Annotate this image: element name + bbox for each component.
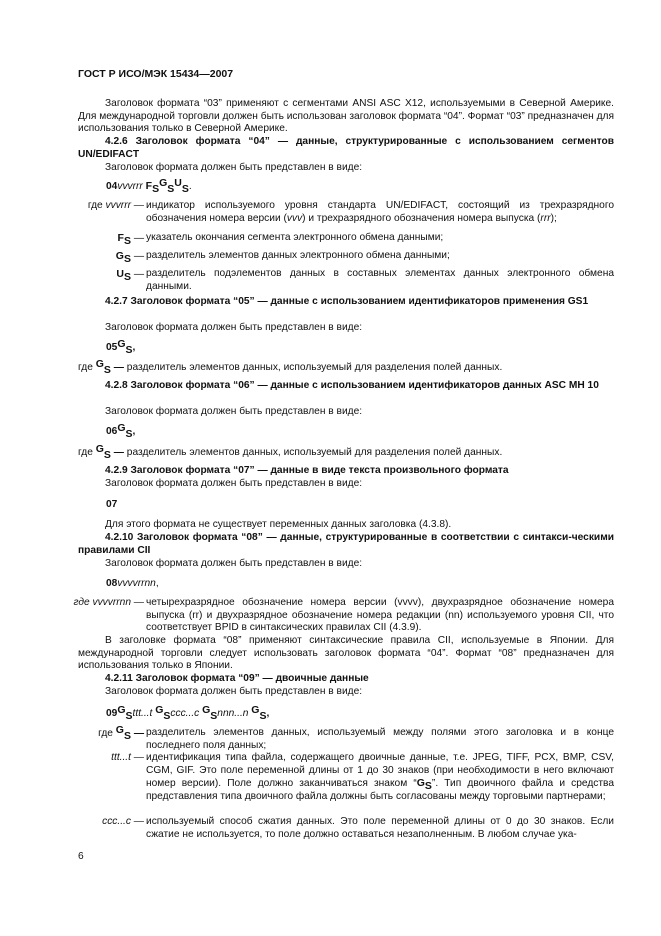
paragraph-format-03: Заголовок формата “03” применяют с сегментами ANSI ASC X12, используемыми в Северной Америке. Для международной торговли должен быть использован заголовок формата “04”. Формат “03” предназначен для использования только в Северной Америке. bbox=[78, 98, 614, 135]
note-4-2-10: В заголовке формата “08” применяют синтаксические правила CII, используемые в Японии. Для международной торговли следует использовать заголовок формата “04”. Формат “08” предназначен для использования только в Японии. bbox=[78, 635, 614, 672]
heading-4-2-6: 4.2.6 Заголовок формата “04” — данные, структурированные с использованием сегментов UN/EDIFACT bbox=[78, 136, 614, 160]
intro-4-2-8: Заголовок формата должен быть представлен в виде: bbox=[105, 406, 363, 417]
def-label-vvvrrr: где vvvrrr — bbox=[87, 200, 144, 211]
def-label-gs-09: где GS — bbox=[98, 724, 144, 742]
def-label-ccc: ccc...c — bbox=[102, 816, 144, 827]
def-gs: разделитель элементов данных электронного обмена данными; bbox=[146, 250, 450, 261]
note-4-2-9: Для этого формата не существует переменных данных заголовка (4.3.8). bbox=[105, 519, 452, 530]
intro-4-2-10: Заголовок формата должен быть представлен в виде: bbox=[105, 558, 363, 569]
def-ccc: используемый способ сжатия данных. Это поле переменной длины от 0 до 30 знаков. Если сжатие не используется, то поле должно оставаться незаполненным. В любом случае ука- bbox=[146, 816, 614, 840]
intro-4-2-6: Заголовок формата должен быть представлен в виде: bbox=[105, 162, 363, 173]
def-label-us: US — bbox=[116, 268, 144, 283]
intro-4-2-11: Заголовок формата должен быть представлен в виде: bbox=[105, 686, 363, 697]
def-ttt: идентификация типа файла, содержащего двоичные данные, т.е. JPEG, TIFF, PCX, BMP, CSV, CGM, GIF. Это поле переменной длины от 1 до 30 знаков (при необходимости в него включают номер версии). Поле должно заканчиваться знаком “GS”. Тип двоичного файла и средства представления типа двоичного файла должны быть согласованы между торговыми партнерами; bbox=[146, 752, 614, 802]
def-fs: указатель окончания сегмента электронного обмена данными; bbox=[146, 232, 444, 243]
def-vvvrrr: индикатор используемого уровня стандарта UN/EDIFACT, состоящий из трехразрядного обозначения номера версии (vvv) и трехразрядного обозначения номера выпуска (rrr); bbox=[146, 200, 614, 224]
heading-4-2-9: 4.2.9 Заголовок формата “07” — данные в виде текста произвольного формата bbox=[105, 465, 509, 476]
formula-09: 09GSttt...t GSccc...c GSnnn...n GS, bbox=[106, 704, 270, 722]
heading-4-2-11: 4.2.11 Заголовок формата “09” — двоичные данные bbox=[105, 673, 369, 684]
heading-4-2-7: 4.2.7 Заголовок формата “05” — данные с использованием идентификаторов применения GS1 bbox=[105, 296, 589, 307]
page-header: ГОСТ Р ИСО/МЭК 15434—2007 bbox=[78, 68, 234, 80]
formula-07: 07 bbox=[106, 499, 118, 510]
where-4-2-8: где GS — разделитель элементов данных, используемый для разделения полей данных. bbox=[78, 443, 503, 461]
intro-4-2-9: Заголовок формата должен быть представлен в виде: bbox=[105, 478, 363, 489]
def-label-fs: FS — bbox=[117, 232, 144, 247]
where-4-2-7: где GS — разделитель элементов данных, используемый для разделения полей данных. bbox=[78, 358, 503, 376]
formula-08: 08vvvvrrnn, bbox=[106, 578, 159, 589]
heading-4-2-8: 4.2.8 Заголовок формата “06” — данные с использованием идентификаторов данных ASC MH 10 bbox=[105, 380, 599, 391]
def-gs-09: разделитель элементов данных, используемый между полями этого заголовка и в конце последнего поля данных; bbox=[146, 727, 614, 751]
def-label-gs: GS — bbox=[115, 250, 144, 265]
formula-04: 04vvvrrr FSGSUS. bbox=[106, 177, 192, 195]
def-us: разделитель подэлементов данных в составных элементах данных электронного обмена данными. bbox=[146, 268, 614, 292]
page-number: 6 bbox=[78, 851, 84, 862]
intro-4-2-7: Заголовок формата должен быть представлен в виде: bbox=[105, 322, 363, 333]
def-label-vvvvrrnn: где vvvvrrnn — bbox=[73, 597, 144, 608]
def-vvvvrrnn: четырехразрядное обозначение номера версии (vvvv), двухразрядное обозначение номера выпуска (rr) и двухразрядное обозначение номера редакции (nn) используемого уровня CII, что соответствует BPID в синтаксических правилах CII (4.3.9). bbox=[146, 597, 614, 634]
def-label-ttt: ttt...t — bbox=[111, 752, 144, 763]
formula-06: 06GS, bbox=[106, 422, 136, 440]
heading-4-2-10: 4.2.10 Заголовок формата “08” — данные, структурированные в соответствии с синтакси-ческими правилами CII bbox=[78, 532, 614, 556]
formula-05: 05GS, bbox=[106, 338, 136, 356]
